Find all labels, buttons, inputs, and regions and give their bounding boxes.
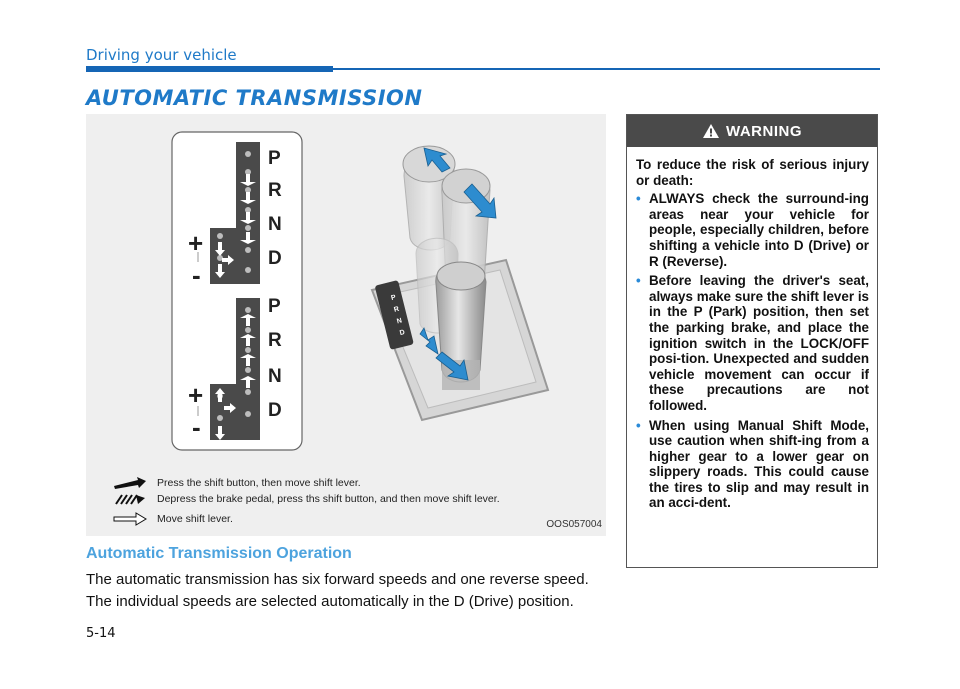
manual-plus-sign: + [188,228,204,258]
lever-gate-letter: R [393,305,400,314]
header-rule-thick [86,66,333,72]
page-number: 5-14 [86,626,116,641]
bullet-icon: • [636,191,641,207]
warning-title: WARNING [726,122,802,140]
lever-gate-letter: N [396,317,403,326]
legend-row [112,492,500,506]
shift-diagram-art [86,114,606,474]
sub-heading: Automatic Transmission Operation [86,545,352,562]
legend-row [112,512,233,526]
warning-item-text: When using Manual Shift Mode, use caution when shift-ing from a higher gear to a lower gear on slippery roads. This could cause the tires to slip and may result in an acci-dent. [649,417,869,511]
hatched-arrow-icon [112,492,148,506]
figure-code: OOS057004 [546,519,602,530]
lever-gate-letter: P [390,294,397,303]
solid-arrow-icon [112,476,148,490]
warning-triangle-icon [702,123,720,139]
gate-letter: D [268,248,282,269]
header-rule-thin [333,68,880,70]
body-paragraph: The automatic transmission has six forward speeds and one reverse speed. [86,571,589,588]
warning-intro: To reduce the risk of serious injury or death: [636,157,869,188]
warning-item [636,418,869,512]
warning-header [627,115,877,147]
chapter-title: AUTOMATIC TRANSMISSION [86,86,423,110]
gate-letter: R [268,180,282,201]
warning-box [626,114,878,568]
warning-item [636,273,869,413]
manual-minus-sign: - [192,260,201,290]
warning-item [636,191,869,269]
lever-gate-letter: D [399,329,406,338]
manual-plus-sign: + [188,380,204,410]
legend-row [112,476,361,490]
bullet-icon: • [636,417,641,433]
warning-item-text: Before leaving the driver's seat, always make sure the shift lever is in the P (Park) position, then set the parking brake, and place the ignition switch in the LOCK/OFF posi-tion. Unexpected and sudden vehicle movement can occur if these precautions are not followed. [649,273,869,413]
section-title: Driving your vehicle [86,46,237,64]
outline-arrow-icon [112,512,148,526]
body-paragraph: The individual speeds are selected automatically in the D (Drive) position. [86,593,574,610]
legend-text: Press the shift button, then move shift lever. [157,477,361,489]
gate-letter: N [268,214,282,235]
shift-lever-illustration [372,146,548,420]
gate-letter: P [268,148,281,169]
gate-letter: N [268,366,282,387]
bullet-icon: • [636,273,641,289]
warning-item-text: ALWAYS check the surround-ing areas near your vehicle for people, especially children, before shifting a vehicle into D (Drive) or R (Reverse). [649,191,869,269]
shift-lever-figure [86,114,606,536]
manual-minus-sign: - [192,412,201,442]
legend-text: Depress the brake pedal, press ths shift button, and then move shift lever. [157,493,500,505]
gate-letter: P [268,296,281,317]
gate-letter: D [268,400,282,421]
gate-letter: R [268,330,282,351]
legend-text: Move shift lever. [157,513,233,525]
